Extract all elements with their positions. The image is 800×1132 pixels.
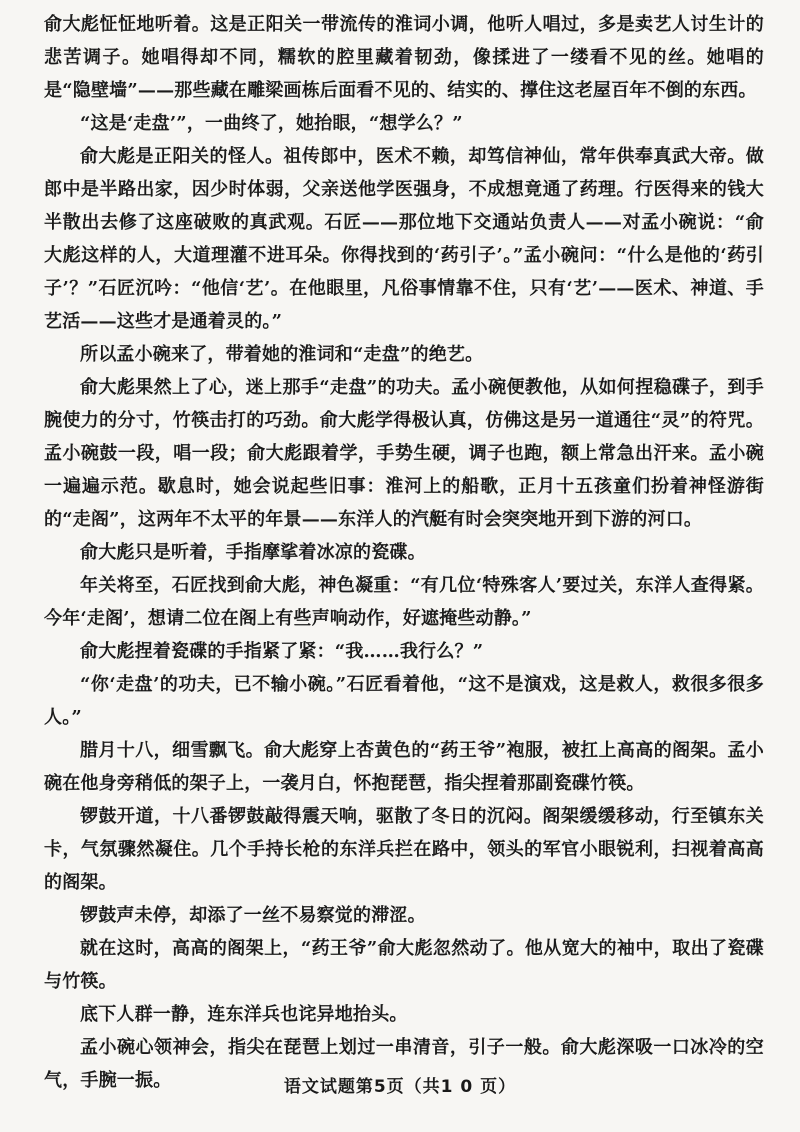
paragraph-12: 锣鼓声未停，却添了一丝不易察觉的滞涩。	[80, 905, 426, 926]
story-text	[44, 8, 764, 1097]
paragraph-2: “这是‘走盘’”，一曲终了，她抬眼，“想学么？”	[80, 113, 463, 134]
paragraph-13: 就在这时，高高的阁架上，“药王爷”俞大彪忽然动了。他从宽大的袖中，取出了瓷碟与竹筷。	[44, 938, 764, 992]
paragraph-14: 底下人群一静，连东洋兵也诧异地抬头。	[80, 1004, 408, 1025]
paragraph-7: 年关将至，石匠找到俞大彪，神色凝重：“有几位‘特殊客人’要过关，东洋人查得紧。今年‘走阁’，想请二位在阁上有些声响动作，好遮掩些动静。”	[44, 575, 764, 629]
paragraph-6: 俞大彪只是听着，手指摩挲着冰凉的瓷碟。	[80, 542, 426, 563]
paragraph-3: 俞大彪是正阳关的怪人。祖传郎中，医术不赖，却笃信神仙，常年供奉真武大帝。做郎中是半路出家，因少时体弱，父亲送他学医强身，不成想竟通了药理。行医得来的钱大半散出去修了这座破败的真武观。石匠——那位地下交通站负责人——对孟小碗说：“俞大彪这样的人，大道理灌不进耳朵。你得找到的‘药引子’。”孟小碗问：“什么是他的‘药引子’？”石匠沉吟：“他信‘艺’。在他眼里，凡俗事情靠不住，只有‘艺’——医术、神道、手艺活——这些才是通着灵的。”	[44, 146, 764, 332]
paragraph-1: 俞大彪怔怔地听着。这是正阳关一带流传的淮词小调，他听人唱过，多是卖艺人讨生计的悲苦调子。她唱得却不同，糯软的腔里藏着韧劲，像揉进了一缕看不见的丝。她唱的是“隐壁墙”——那些藏在雕梁画栋后面看不见的、结实的、撑住这老屋百年不倒的东西。	[44, 14, 764, 101]
paragraph-4: 所以孟小碗来了，带着她的淮词和“走盘”的绝艺。	[80, 344, 484, 365]
paragraph-9: “你‘走盘’的功夫，已不输小碗。”石匠看着他，“这不是演戏，这是救人，救很多很多人。”	[44, 674, 764, 728]
paragraph-8: 俞大彪捏着瓷碟的手指紧了紧：“我……我行么？”	[80, 641, 484, 662]
paragraph-11: 锣鼓开道，十八番锣鼓敲得震天响，驱散了冬日的沉闷。阁架缓缓移动，行至镇东关卡，气氛骤然凝住。几个手持长枪的东洋兵拦在路中，领头的军官小眼锐利，扫视着高高的阁架。	[44, 806, 764, 893]
paragraph-15: 孟小碗心领神会，指尖在琵琶上划过一串清音，引子一般。俞大彪深吸一口冰冷的空气，手腕一振。	[44, 1037, 764, 1091]
paragraph-5: 俞大彪果然上了心，迷上那手“走盘”的功夫。孟小碗便教他，从如何捏稳碟子，到手腕使力的分寸，竹筷击打的巧劲。俞大彪学得极认真，仿佛这是另一道通往“灵”的符咒。孟小碗鼓一段，唱一段；俞大彪跟着学，手势生硬，调子也跑，额上常急出汗来。孟小碗一遍遍示范。歇息时，她会说起些旧事：淮河上的船歌，正月十五孩童们扮着神怪游街的“走阁”，这两年不太平的年景——东洋人的汽艇有时会突突地开到下游的河口。	[44, 377, 764, 530]
page-footer: 语文试题第5页（共1 0 页）	[283, 1077, 517, 1097]
paragraph-10: 腊月十八，细雪飘飞。俞大彪穿上杏黄色的“药王爷”袍服，被扛上高高的阁架。孟小碗在他身旁稍低的架子上，一袭月白，怀抱琵琶，指尖捏着那副瓷碟竹筷。	[44, 740, 764, 794]
